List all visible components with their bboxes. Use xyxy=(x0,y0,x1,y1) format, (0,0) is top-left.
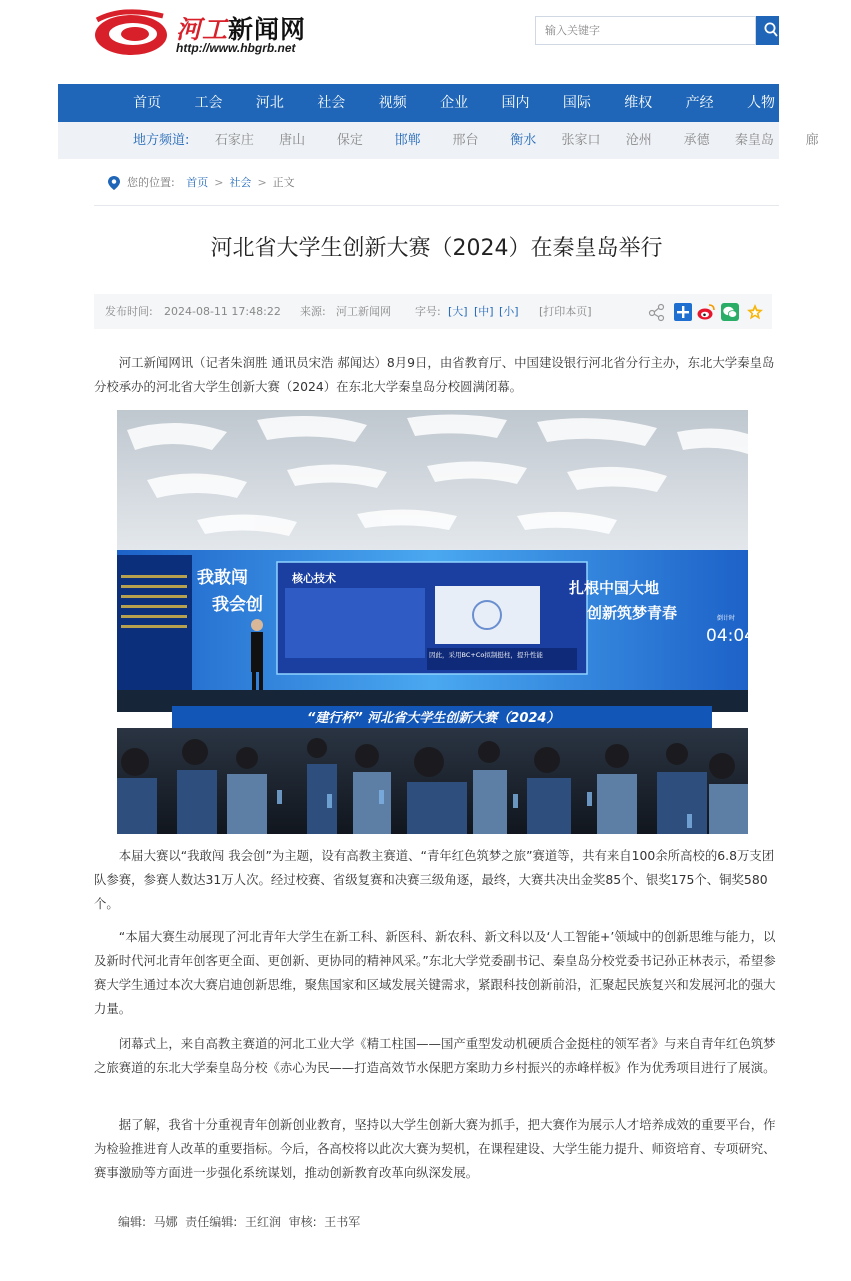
logo-wordmark-black: 新闻网 xyxy=(228,15,307,44)
logo-emblem-icon xyxy=(93,8,173,60)
article-paragraph: 闭幕式上，来自高教主赛道的河北工业大学《精工柱国——国产重型发动机硬质合金挺柱的领军者》与来自青年红色筑梦之旅赛道的东北大学秦皇岛分校《赤心为民——打造高效节水保肥方案助力乡村振兴的赤峰样板》作为优秀项目进行了展演。 xyxy=(94,1036,776,1075)
search-button[interactable] xyxy=(756,16,779,45)
breadcrumb-section-link[interactable]: 社会 xyxy=(229,176,252,189)
nav-item-rights[interactable]: 维权 xyxy=(624,95,653,111)
nav-item-economy[interactable]: 产经 xyxy=(685,95,714,111)
channel-cangzhou[interactable]: 沧州 xyxy=(625,133,652,148)
breadcrumb xyxy=(127,175,295,191)
event-stage-photo xyxy=(117,410,755,834)
left-slogan-1: 我敢闯 xyxy=(197,568,248,588)
nav-item-industries[interactable]: 百业 xyxy=(808,95,837,111)
font-size-small-link[interactable]: [小] xyxy=(499,305,519,318)
nav-item-domestic[interactable]: 国内 xyxy=(501,95,530,111)
source-label: 来源: xyxy=(300,305,326,318)
logo-url: http://www.hbgrb.net xyxy=(176,41,296,55)
nav-item-hebei[interactable]: 河北 xyxy=(255,95,284,111)
font-size-medium-link[interactable]: [中] xyxy=(474,305,494,318)
channel-zhangjiakou[interactable]: 张家口 xyxy=(561,133,601,148)
publish-time-label: 发布时间: xyxy=(105,305,153,318)
breadcrumb-prefix: 您的位置: xyxy=(127,176,175,189)
channel-langfang[interactable]: 廊 xyxy=(805,133,819,148)
logo-wordmark-red: 河工 xyxy=(176,15,229,44)
right-slogan-2: 创新筑梦青春 xyxy=(587,604,678,622)
breadcrumb-separator: > xyxy=(257,176,267,189)
article-title: 河北省大学生创新大赛（2024）在秦皇岛举行 xyxy=(210,236,663,261)
nav-item-home[interactable]: 首页 xyxy=(133,95,162,111)
nav-item-people[interactable]: 人物 xyxy=(747,95,776,111)
article-paragraph: 本届大赛以“我敢闯 我会创”为主题，设有高教主赛道、“青年红色筑梦之旅”赛道等，共有来自100余所高校的6.8万支团队参赛，参赛人数达31万人次。经过校赛、省级复赛和决赛三级角逐，最终，大赛共决出金奖85个、银奖175个、铜奖580个。 xyxy=(94,848,775,911)
right-slogan-1: 扎根中国大地 xyxy=(569,579,660,597)
nav-item-video[interactable]: 视频 xyxy=(378,95,407,111)
location-pin-icon xyxy=(108,176,120,190)
print-page-link[interactable]: [打印本页] xyxy=(539,305,592,318)
article-paragraph: “本届大赛生动展现了河北青年大学生在新工科、新医科、新农科、新文科以及‘人工智能+’领域中的创新思维与能力，以及新时代河北青年创客更全面、更创新、更协同的精神风采。”东北大学党委副书记、秦皇岛分校党委书记孙正林表示，希望参赛大学生通过本次大赛启迪创新思维，聚焦国家和区域发展关键需求，紧跟科技创新前沿，汇聚起民族复兴和发展河北的强大力量。 xyxy=(94,929,776,1016)
article-photo xyxy=(117,410,755,834)
breadcrumb-current: 正文 xyxy=(272,176,295,189)
screen-subheading: 因此，采用BC+Co拟制挺柱，提升性能 xyxy=(429,651,543,659)
favorite-star-icon[interactable] xyxy=(746,303,764,321)
timer-value: 04:04 xyxy=(706,626,755,646)
share-icon[interactable] xyxy=(648,303,666,321)
channel-hengshui[interactable]: 衡水 xyxy=(510,133,537,148)
channel-shijiazhuang[interactable]: 石家庄 xyxy=(214,133,254,148)
article-paragraph: 河工新闻网讯（记者朱润胜 通讯员宋浩 郝闻达）8月9日，由省教育厅、中国建设银行河北省分行主办，东北大学秦皇岛分校承办的河北省大学生创新大赛（2024）在东北大学秦皇岛分校圆满闭幕。 xyxy=(94,355,775,394)
stage-banner: “建行杯” 河北省大学生创新大赛（2024） xyxy=(307,711,560,726)
wechat-icon[interactable] xyxy=(721,303,739,321)
timer-label: 倒计时 xyxy=(717,615,736,622)
local-channel-nav xyxy=(58,122,819,159)
divider xyxy=(94,205,779,206)
breadcrumb-separator: > xyxy=(214,176,224,189)
article-paragraph: 据了解，我省十分重视青年创新创业教育，坚持以大学生创新大赛为抓手，把大赛作为展示人才培养成效的重要平台，作为检验推进育人改革的重要指标。今后，各高校将以此次大赛为契机，在课程建设、大学生能力提升、师资培育、专项研究、赛事激励等方面进一步强化系统谋划，推动创新教育改革向纵深发展。 xyxy=(94,1117,776,1180)
local-channel-label: 地方频道: xyxy=(133,133,190,148)
channel-qinhuangdao[interactable]: 秦皇岛 xyxy=(734,133,774,148)
publish-time: 2024-08-11 17:48:22 xyxy=(164,305,281,318)
channel-baoding[interactable]: 保定 xyxy=(336,133,363,148)
plus-share-icon[interactable] xyxy=(674,303,692,321)
font-size-label: 字号: xyxy=(415,305,441,318)
nav-item-society[interactable]: 社会 xyxy=(317,95,346,111)
article-meta-bar xyxy=(94,294,772,329)
left-slogan-2: 我会创 xyxy=(212,595,263,615)
channel-tangshan[interactable]: 唐山 xyxy=(279,133,306,148)
channel-handan[interactable]: 邯郸 xyxy=(394,133,421,148)
breadcrumb-home-link[interactable]: 首页 xyxy=(186,176,209,189)
channel-chengde[interactable]: 承德 xyxy=(683,133,710,148)
nav-item-international[interactable]: 国际 xyxy=(562,95,591,111)
source-name: 河工新闻网 xyxy=(336,305,391,318)
screen-heading: 核心技术 xyxy=(292,572,336,585)
nav-item-enterprise[interactable]: 企业 xyxy=(440,95,469,111)
channel-xingtai[interactable]: 邢台 xyxy=(452,133,479,148)
main-nav xyxy=(58,84,837,122)
search-icon xyxy=(764,22,778,38)
weibo-icon[interactable] xyxy=(697,303,715,321)
font-size-large-link[interactable]: [大] xyxy=(448,305,468,318)
search-box xyxy=(535,16,756,45)
nav-item-union[interactable]: 工会 xyxy=(194,95,223,111)
search-input[interactable] xyxy=(536,17,755,44)
editor-credits: 编辑: 马娜 责任编辑: 王红润 审核: 王书军 xyxy=(118,1215,361,1229)
